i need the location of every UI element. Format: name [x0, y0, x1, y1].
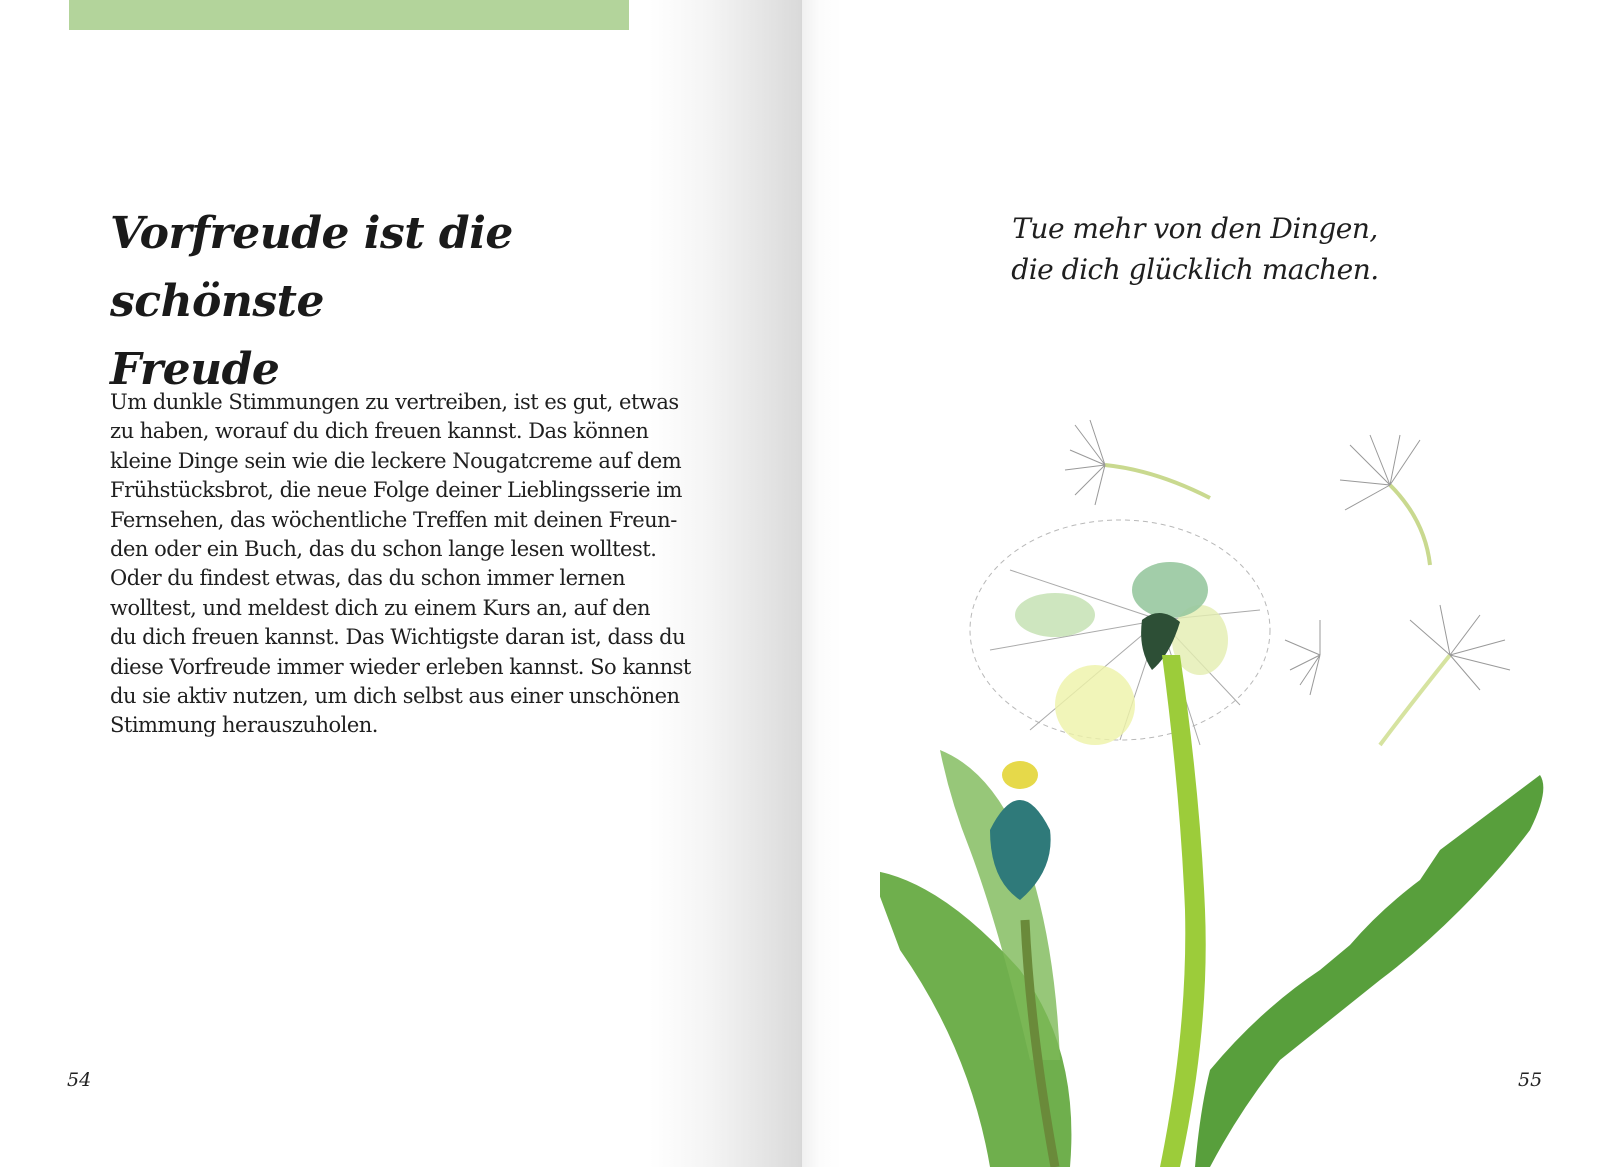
- page-number-right: 55: [1518, 1069, 1543, 1091]
- accent-bar: [69, 0, 629, 30]
- body-line: diese Vorfreude immer wieder erleben kannst. So kannst: [110, 654, 691, 679]
- body-line: Fernsehen, das wöchentliche Treffen mit deinen Freun-: [110, 507, 677, 532]
- body-line: du sie aktiv nutzen, um dich selbst aus einer unschönen: [110, 684, 680, 709]
- quote-line: Tue mehr von den Dingen,: [1012, 212, 1378, 245]
- body-line: du dich freuen kannst. Das Wichtigste daran ist, dass du: [110, 625, 686, 650]
- dandelion-stem: [1160, 655, 1206, 1167]
- seed-icon: [1065, 420, 1210, 505]
- leaf-icon: [1195, 775, 1543, 1167]
- seed-icon: [1340, 435, 1430, 565]
- body-line: Um dunkle Stimmungen zu vertreiben, ist es gut, etwas: [110, 390, 679, 414]
- heading-line: Vorfreude ist die schönste: [110, 208, 513, 327]
- body-line: zu haben, worauf du dich freuen kannst. Das können: [110, 419, 649, 444]
- dandelion-watercolor-illustration: [880, 410, 1580, 1167]
- body-line: kleine Dinge sein wie die leckere Nougatcreme auf dem: [110, 448, 682, 473]
- quote: [960, 208, 1430, 290]
- chapter-heading: [110, 200, 630, 404]
- quote-line: die dich glücklich machen.: [1011, 253, 1379, 286]
- body-line: wolltest, und meldest dich zu einem Kurs an, auf den: [110, 595, 651, 620]
- page-number-left: 54: [67, 1069, 92, 1091]
- body-line: Frühstücksbrot, die neue Folge deiner Lieblingsserie im: [110, 478, 682, 503]
- seed-icon: [1285, 620, 1320, 695]
- body-line: den oder ein Buch, das du schon lange lesen wolltest.: [110, 537, 657, 562]
- body-line: Stimmung herauszuholen.: [110, 713, 378, 738]
- body-paragraph: [110, 388, 710, 741]
- heading-line: Freude: [110, 344, 280, 395]
- body-line: Oder du findest etwas, das du schon immer lernen: [110, 566, 626, 591]
- dandelion-seed-head: [970, 520, 1270, 745]
- seed-icon: [1380, 605, 1510, 745]
